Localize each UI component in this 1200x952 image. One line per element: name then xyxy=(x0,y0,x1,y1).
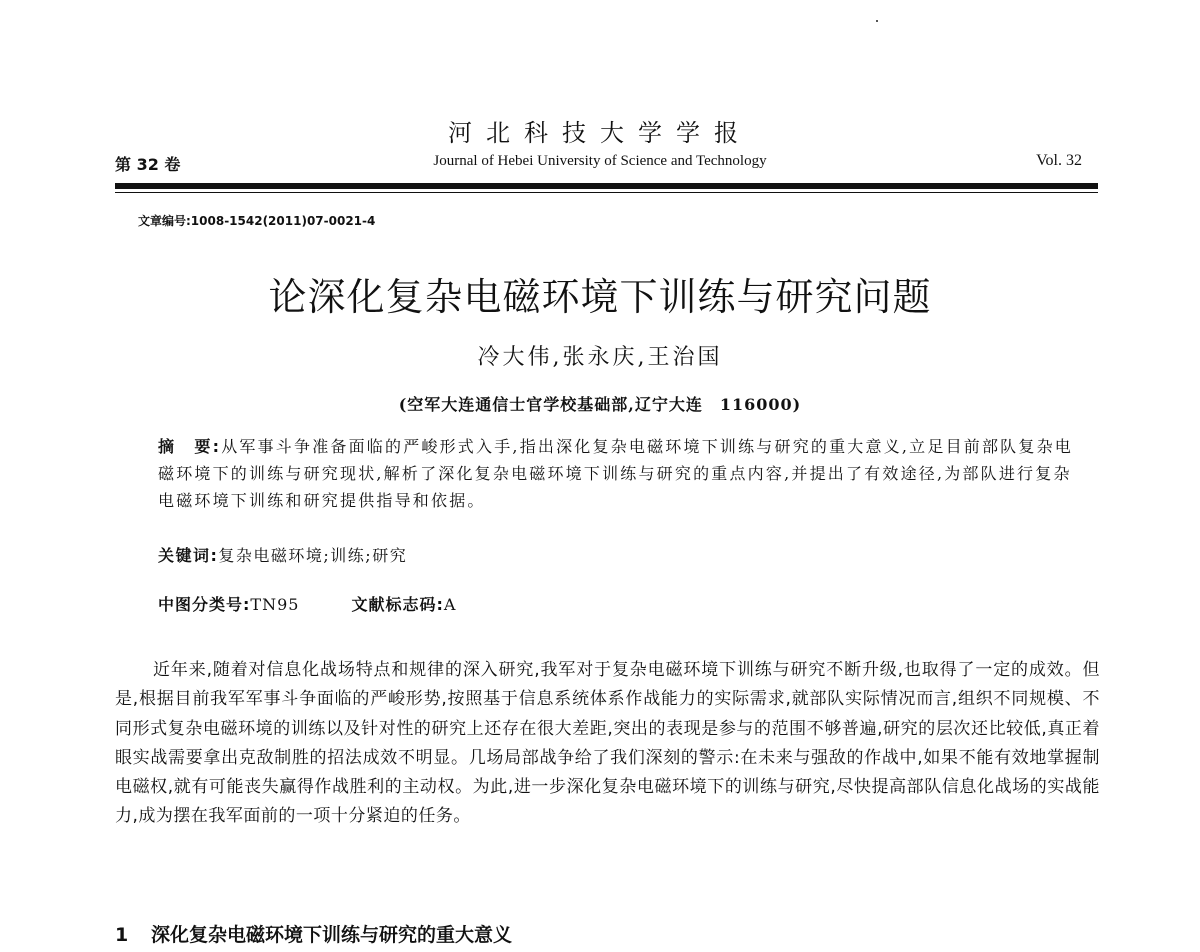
document-code-label: 文献标志码: xyxy=(351,595,444,614)
keywords xyxy=(158,543,407,566)
header-rule-thin xyxy=(115,192,1098,193)
article-title: 论深化复杂电磁环境下训练与研究问题 xyxy=(268,275,932,319)
authors: 冷大伟,张永庆,王治国 xyxy=(477,345,723,370)
header-rule-thick xyxy=(115,183,1098,189)
scan-speck xyxy=(876,20,878,22)
abstract-label: 摘 要: xyxy=(158,437,222,456)
volume-chinese: 第 32 卷 xyxy=(115,155,181,174)
document-code-value: A xyxy=(443,595,457,614)
volume-english: Vol. 32 xyxy=(1036,152,1082,169)
clc-label: 中图分类号: xyxy=(158,595,251,614)
classification-line xyxy=(158,592,456,615)
section-heading xyxy=(115,920,512,947)
journal-title-chinese: 河北科技大学学报 xyxy=(448,119,752,147)
article-number: 文章编号:1008-1542(2011)07-0021-4 xyxy=(138,214,376,228)
journal-title-english: Journal of Hebei University of Science and Technology xyxy=(433,153,767,169)
abstract xyxy=(158,433,1088,514)
section-number: 1 xyxy=(115,924,129,946)
affiliation: (空军大连通信士官学校基础部,辽宁大连 116000) xyxy=(398,395,802,414)
body-paragraph: 近年来,随着对信息化战场特点和规律的深入研究,我军对于复杂电磁环境下训练与研究不断升级,也取得了一定的成效。但是,根据目前我军军事斗争面临的严峻形势,按照基于信息系统体系作战能力的实际需求,就部队实际情况而言,组织不同规模、不同形式复杂电磁环境的训练以及针对性的研究上还存在很大差距,突出的表现是参与的范围不够普遍,研究的层次还比较低,真正着眼实战需要拿出克敌制胜的招法成效不明显。几场局部战争给了我们深刻的警示:在未来与强敌的作战中,如果不能有效地掌握制电磁权,就有可能丧失赢得作战胜利的主动权。为此,进一步深化复杂电磁环境下的训练与研究,尽快提高部队信息化战场的实战能力,成为摆在我军面前的一项十分紧迫的任务。 xyxy=(115,660,1100,827)
abstract-text: 从军事斗争准备面临的严峻形式入手,指出深化复杂电磁环境下训练与研究的重大意义,立足目前部队复杂电磁环境下的训练与研究现状,解析了深化复杂电磁环境下训练与研究的重点内容,并提出了有效途径,为部队进行复杂电磁环境下训练和研究提供指导和依据。 xyxy=(158,437,1073,510)
section-title: 深化复杂电磁环境下训练与研究的重大意义 xyxy=(151,924,513,946)
clc-value: TN95 xyxy=(250,595,300,614)
keywords-label: 关键词: xyxy=(158,546,219,565)
keywords-text: 复杂电磁环境;训练;研究 xyxy=(218,546,408,565)
